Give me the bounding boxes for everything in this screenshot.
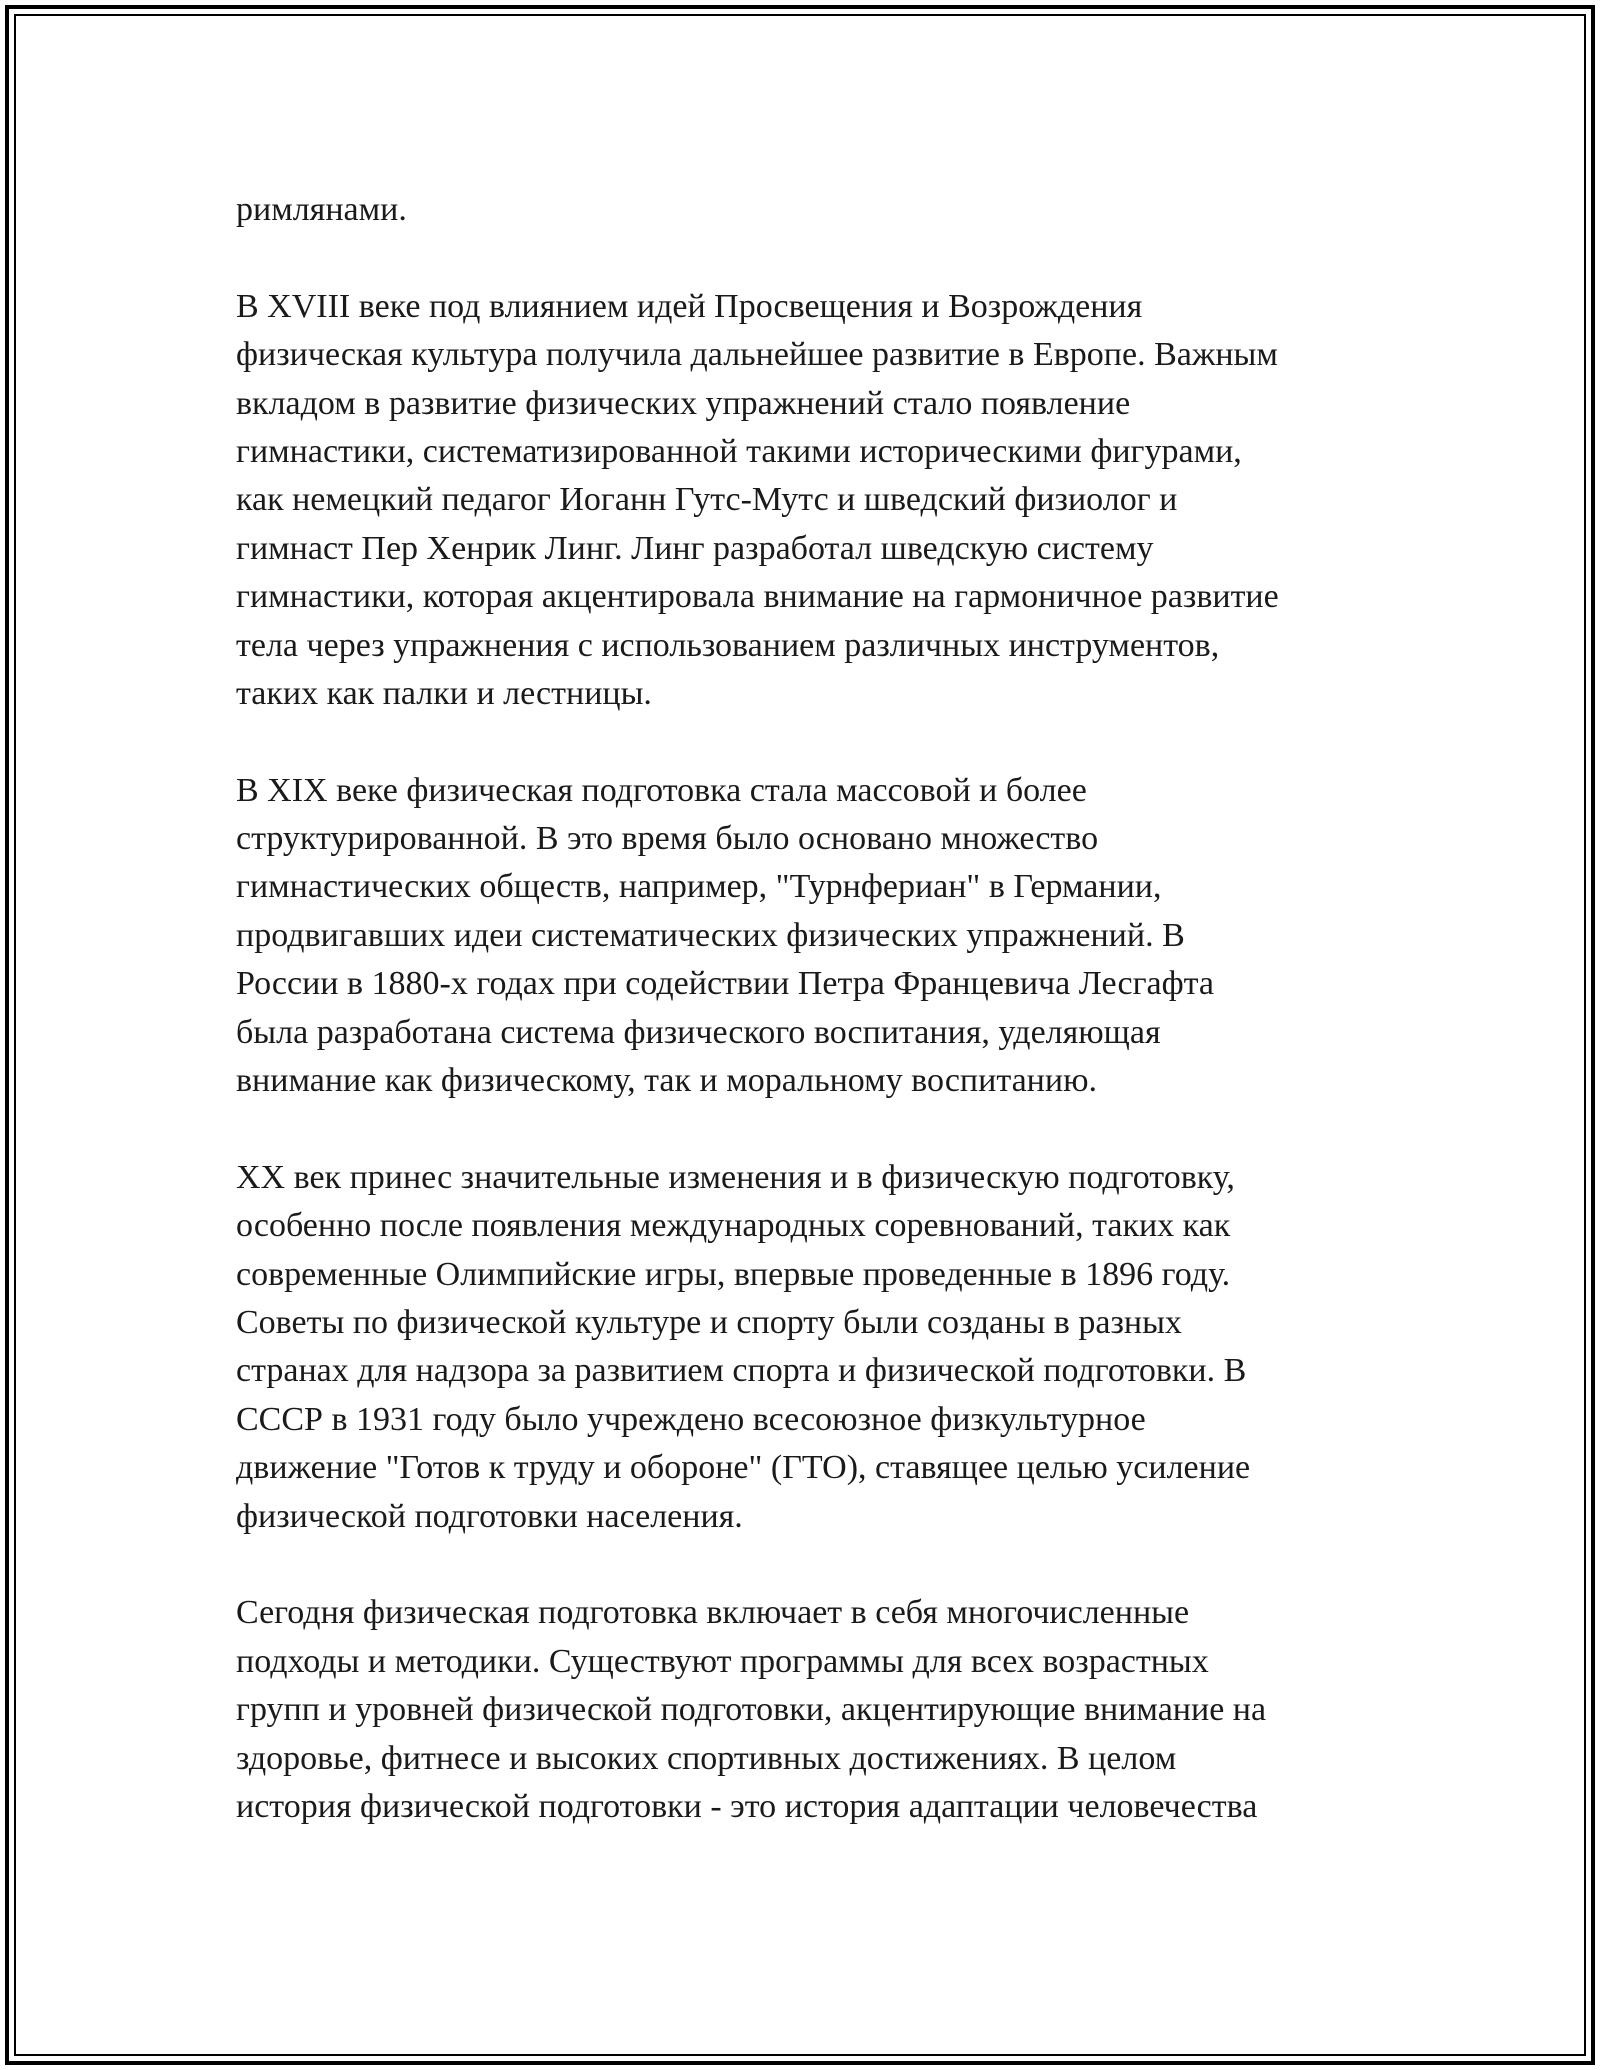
text-line: вкладом в развитие физических упражнений стало появление [236, 384, 1131, 422]
text-line: структурированной. В это время было основано множество [236, 820, 1099, 858]
text-line: движение "Готов к труду и обороне" (ГТО), ставящее целью усиление [236, 1449, 1251, 1487]
paragraph-2 [236, 283, 1386, 719]
paragraph-3 [236, 767, 1386, 1106]
text-line: физическая культура получила дальнейшее развитие в Европе. Важным [236, 336, 1278, 374]
paragraph-spacer [236, 1105, 1386, 1153]
text-line: тела через упражнения с использованием различных инструментов, [236, 626, 1220, 664]
paragraph-spacer [236, 234, 1386, 282]
text-line: современные Олимпийские игры, впервые проведенные в 1896 году. [236, 1255, 1231, 1293]
text-line: гимнастики, которая акцентировала внимание на гармоничное развитие [236, 578, 1279, 616]
paragraph-spacer [236, 1541, 1386, 1589]
text-line: продвигавших идеи систематических физических упражнений. В [236, 916, 1185, 954]
text-line: В XVIII веке под влиянием идей Просвещения и Возрождения [236, 287, 1143, 325]
text-line: групп и уровней физической подготовки, акцентирующие внимание на [236, 1691, 1267, 1729]
text-line: физической подготовки населения. [236, 1497, 743, 1535]
paragraph-1 [236, 186, 1386, 234]
text-line: гимнастики, систематизированной такими историческими фигурами, [236, 432, 1242, 470]
paragraph-5 [236, 1589, 1386, 1831]
text-line: России в 1880-х годах при содействии Петра Францевича Лесгафта [236, 965, 1215, 1003]
text-line: странах для надзора за развитием спорта и физической подготовки. В [236, 1352, 1247, 1390]
paragraph-spacer [236, 718, 1386, 766]
text-line: таких как палки и лестницы. [236, 674, 652, 712]
text-line: особенно после появления международных соревнований, таких как [236, 1207, 1231, 1245]
text-line: была разработана система физического воспитания, уделяющая [236, 1013, 1161, 1051]
text-line: СССР в 1931 году было учреждено всесоюзное физкультурное [236, 1400, 1146, 1438]
document-body [236, 186, 1386, 1831]
paragraph-4 [236, 1154, 1386, 1541]
text-line: Советы по физической культуре и спорту были созданы в разных [236, 1303, 1182, 1341]
text-line: здоровье, фитнесе и высоких спортивных достижениях. В целом [236, 1739, 1177, 1777]
text-line: история физической подготовки - это история адаптации человечества [236, 1787, 1258, 1825]
text-line: подходы и методики. Существуют программы для всех возрастных [236, 1642, 1209, 1680]
text-line: внимание как физическому, так и моральному воспитанию. [236, 1062, 1097, 1100]
text-line: В XIX веке физическая подготовка стала массовой и более [236, 771, 1087, 809]
text-line: гимнаст Пер Хенрик Линг. Линг разработал шведскую систему [236, 529, 1154, 567]
text-line: как немецкий педагог Иоганн Гутс-Мутс и шведский физиолог и [236, 481, 1178, 519]
text-line: гимнастических обществ, например, "Турнфериан" в Германии, [236, 868, 1162, 906]
text-line: римлянами. [236, 191, 407, 228]
text-line: XX век принес значительные изменения и в физическую подготовку, [236, 1158, 1235, 1196]
text-line: Сегодня физическая подготовка включает в себя многочисленные [236, 1594, 1190, 1632]
